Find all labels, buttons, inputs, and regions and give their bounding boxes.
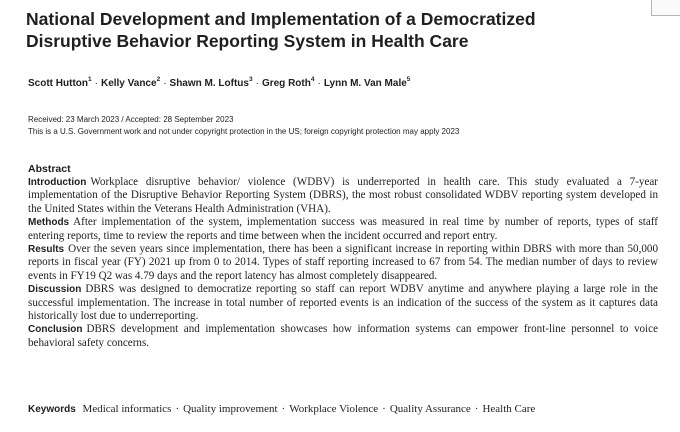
section-text: Workplace disruptive behavior/ violence (WDBV) is underreported in health care. This study evaluated a 7-year implementation of the Disruptive Behavior Reporting System (DBRS), the most robust consolidated WDBV reporting system developed in the United States within the Veterans Health Administration (VHA).	[28, 176, 658, 215]
abstract-results	[28, 243, 658, 283]
abstract-heading: Abstract	[28, 163, 71, 175]
keyword: Quality improvement	[183, 403, 278, 415]
keyword-separator: ·	[382, 403, 386, 415]
article-title	[26, 8, 626, 52]
article-title-line-1: National Development and Implementation of a Democratized	[26, 9, 536, 29]
article-title-line-2: Disruptive Behavior Reporting System in Health Care	[26, 31, 469, 51]
keyword: Workplace Violence	[289, 403, 379, 415]
section-label: Results	[28, 244, 65, 256]
author-affiliation: 2	[156, 76, 161, 83]
corner-marker	[651, 0, 680, 16]
author-name: Shawn M. Loftus	[169, 78, 249, 89]
keyword: Health Care	[482, 403, 536, 415]
author-name: Kelly Vance	[100, 78, 157, 89]
author-separator: ·	[163, 78, 167, 89]
keyword-separator: ·	[474, 403, 479, 415]
section-label: Introduction	[28, 177, 87, 188]
author-separator: ·	[317, 78, 321, 89]
author-affiliation: 5	[406, 76, 411, 83]
author-separator: ·	[255, 78, 259, 89]
abstract-methods	[28, 216, 658, 243]
section-label: Conclusion	[28, 324, 83, 336]
copyright-notice: This is a U.S. Government work and not under copyright protection in the US; foreign copyright protection may apply 2023	[28, 127, 460, 136]
keyword-separator: ·	[281, 403, 286, 415]
section-text: DBRS was designed to democratize reporting so staff can report WDBV anytime and anywhere playing a large role in the successful implementation. The increase in total number of reported events is an indication of the success of the system as it captures data historically lost due to underreporting.	[28, 283, 658, 323]
keyword: Quality Assurance	[389, 403, 471, 415]
author-name: Greg Roth	[261, 78, 311, 89]
keyword-separator: ·	[175, 403, 180, 415]
keywords-label: Keywords	[28, 404, 76, 415]
section-label: Methods	[28, 217, 70, 229]
abstract-conclusion	[28, 323, 658, 350]
author-separator: ·	[94, 78, 98, 89]
section-text: DBRS development and implementation showcases how information systems can empower front-line personnel to voice behavioral safety concerns.	[28, 323, 658, 349]
author-name: Lynn M. Van Male	[323, 78, 407, 89]
author-list	[28, 73, 410, 91]
received-accepted-dates: Received: 23 March 2023 / Accepted: 28 September 2023	[28, 115, 234, 124]
abstract-discussion	[28, 283, 658, 323]
keywords	[28, 402, 658, 417]
author-name: Scott Hutton	[28, 78, 88, 89]
author-affiliation: 4	[310, 76, 315, 83]
section-label: Discussion	[28, 284, 82, 296]
keyword: Medical informatics	[82, 403, 172, 415]
section-text: Over the seven years since implementation, there has been a significant increase in reporting within DBRS with more than 50,000 reports in fiscal year (FY) 2021 up from 0 to 2014. Types of staff reporting increased to 67 from 54. The median number of days to review events in FY19 Q2 was 4.79 days and the report latency has almost completely disappeared.	[28, 243, 658, 282]
author-affiliation: 3	[248, 76, 253, 83]
abstract-introduction	[28, 176, 658, 216]
author-affiliation: 1	[88, 76, 92, 83]
section-text: After implementation of the system, implementation success was measured in real time by number of reports, types of staff entering reports, time to review the reports and time between when the incident occurred and report entry.	[28, 216, 658, 242]
abstract	[28, 163, 658, 350]
